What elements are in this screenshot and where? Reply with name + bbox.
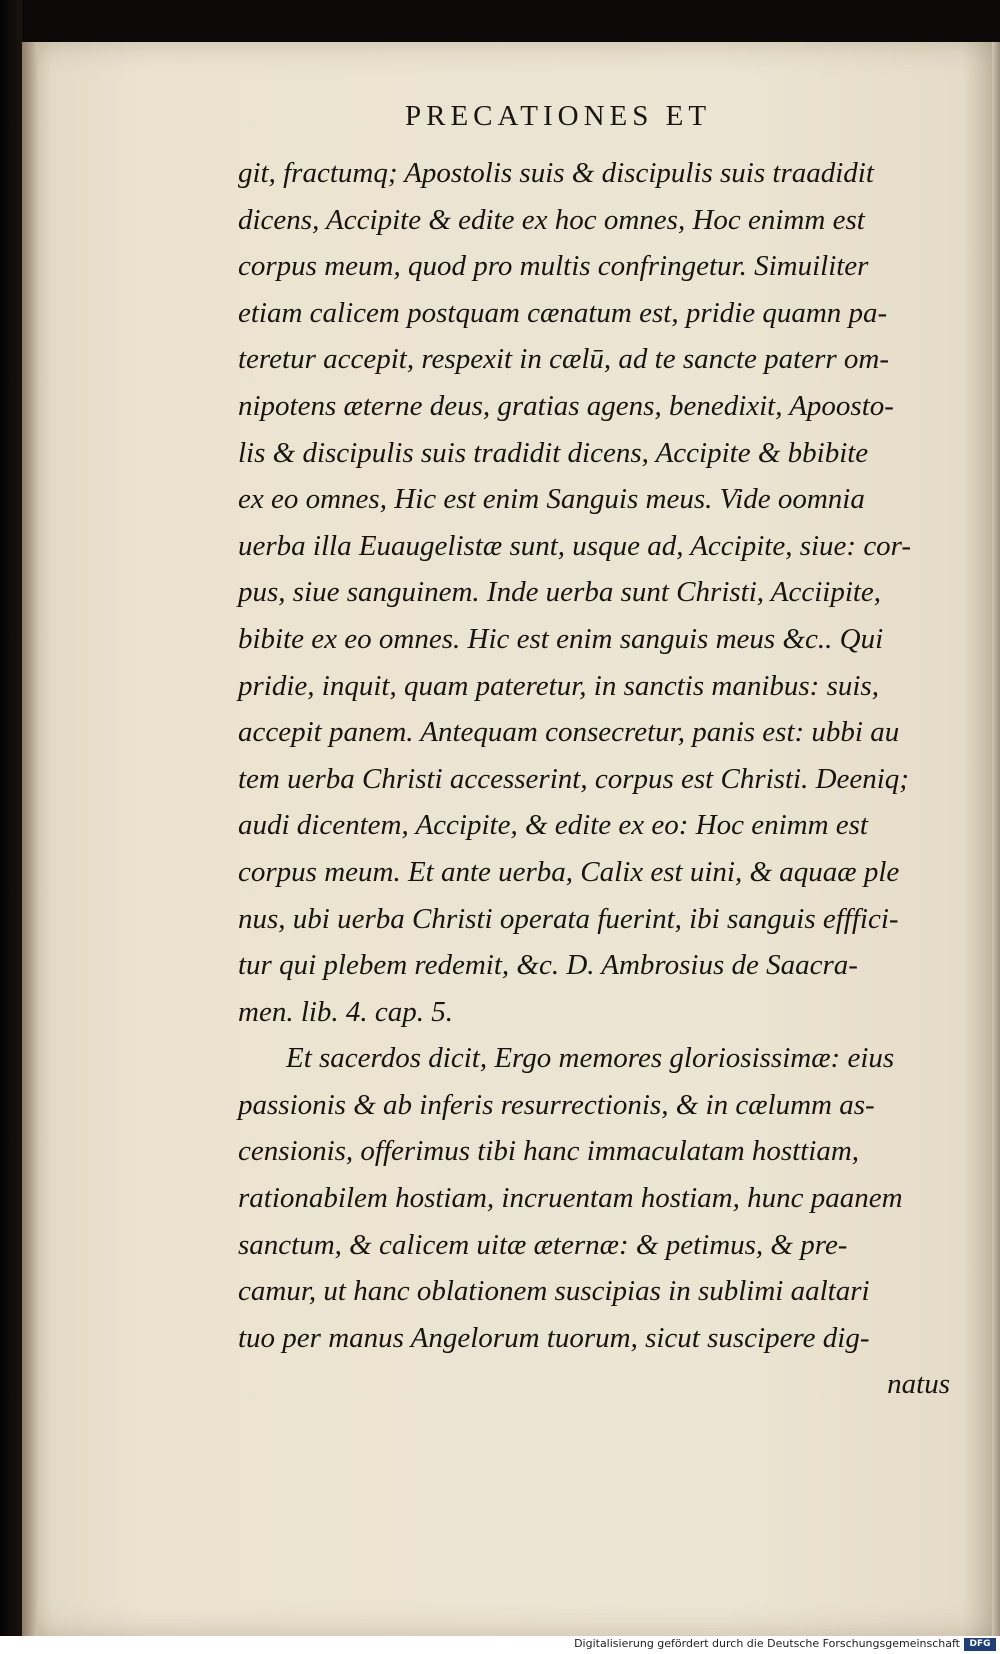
funding-credit: Digitalisierung gefördert durch die Deutsche Forschungsgemeinschaft [574, 1637, 960, 1650]
text-line: censionis, offerimus tibi hanc immaculatam hosttiam, [238, 1135, 860, 1168]
text-line: passionis & ab inferis resurrectionis, & in cælumm as- [238, 1088, 875, 1121]
text-line: pus, siue sanguinem. Inde uerba sunt Christi, Acciipite, [238, 576, 882, 609]
text-line: dicens, Accipite & edite ex hoc omnes, Hoc enimm est [238, 203, 865, 236]
page-gutter-edge [22, 42, 38, 1636]
text-line: camur, ut hanc oblationem suscipias in sublimi aaltari [238, 1275, 870, 1308]
text-line: audi dicentem, Accipite, & edite ex eo: Hoc enimm est [238, 809, 868, 842]
text-line: men. lib. 4. cap. 5. [238, 995, 454, 1028]
text-line: corpus meum, quod pro multis confringetur. Simuiliter [238, 250, 869, 283]
text-line: sanctum, & calicem uitæ æternæ: & petimus, & pre- [238, 1228, 848, 1261]
text-line: lis & discipulis suis tradidit dicens, Accipite & bbibite [238, 436, 869, 469]
text-line: tur qui plebem redemit, &c. D. Ambrosius de Saacra- [238, 949, 858, 982]
spine-shadow [0, 0, 22, 1654]
catchword: natus [887, 1368, 950, 1401]
text-line: accepit panem. Antequam consecretur, panis est: ubbi au [238, 716, 900, 749]
text-line: git, fractumq; Apostolis suis & discipulis suis traadidit [238, 157, 874, 189]
text-line: uerba illa Euaugelistæ sunt, usque ad, Accipite, siue: cor- [238, 529, 912, 562]
paragraph-start-line: Et sacerdos dicit, Ergo memores gloriosissimæ: eius [286, 1042, 895, 1075]
text-line: nus, ubi uerba Christi operata fuerint, ibi sanguis efffici- [238, 902, 899, 935]
body-text [238, 150, 958, 1408]
digitization-footer [0, 1636, 1000, 1654]
text-line: nipotens æterne deus, gratias agens, benedixit, Apoosto- [238, 389, 894, 422]
text-line: bibite ex eo omnes. Hic est enim sanguis meus &c.. Qui [238, 622, 884, 655]
running-head: PRECATIONES ET [405, 100, 712, 132]
dfg-logo: DFG [964, 1638, 996, 1651]
text-line: ex eo omnes, Hic est enim Sanguis meus. Vide oomnia [238, 483, 865, 516]
text-line: tuo per manus Angelorum tuorum, sicut suscipere dig- [238, 1321, 870, 1354]
page-right-edge [992, 42, 1000, 1636]
text-line: teretur accepit, respexit in cælū, ad te sancte paterr om- [238, 343, 889, 376]
text-line: corpus meum. Et ante uerba, Calix est uini, & aquaæ ple [238, 855, 900, 888]
text-line: etiam calicem postquam cænatum est, pridie quamn pa- [238, 296, 888, 329]
text-line: rationabilem hostiam, incruentam hostiam, hunc paanem [238, 1182, 903, 1215]
text-line: tem uerba Christi accesserint, corpus est Christi. Deeniq; [238, 762, 909, 795]
text-line: pridie, inquit, quam pateretur, in sanctis manibus: suis, [238, 669, 879, 702]
